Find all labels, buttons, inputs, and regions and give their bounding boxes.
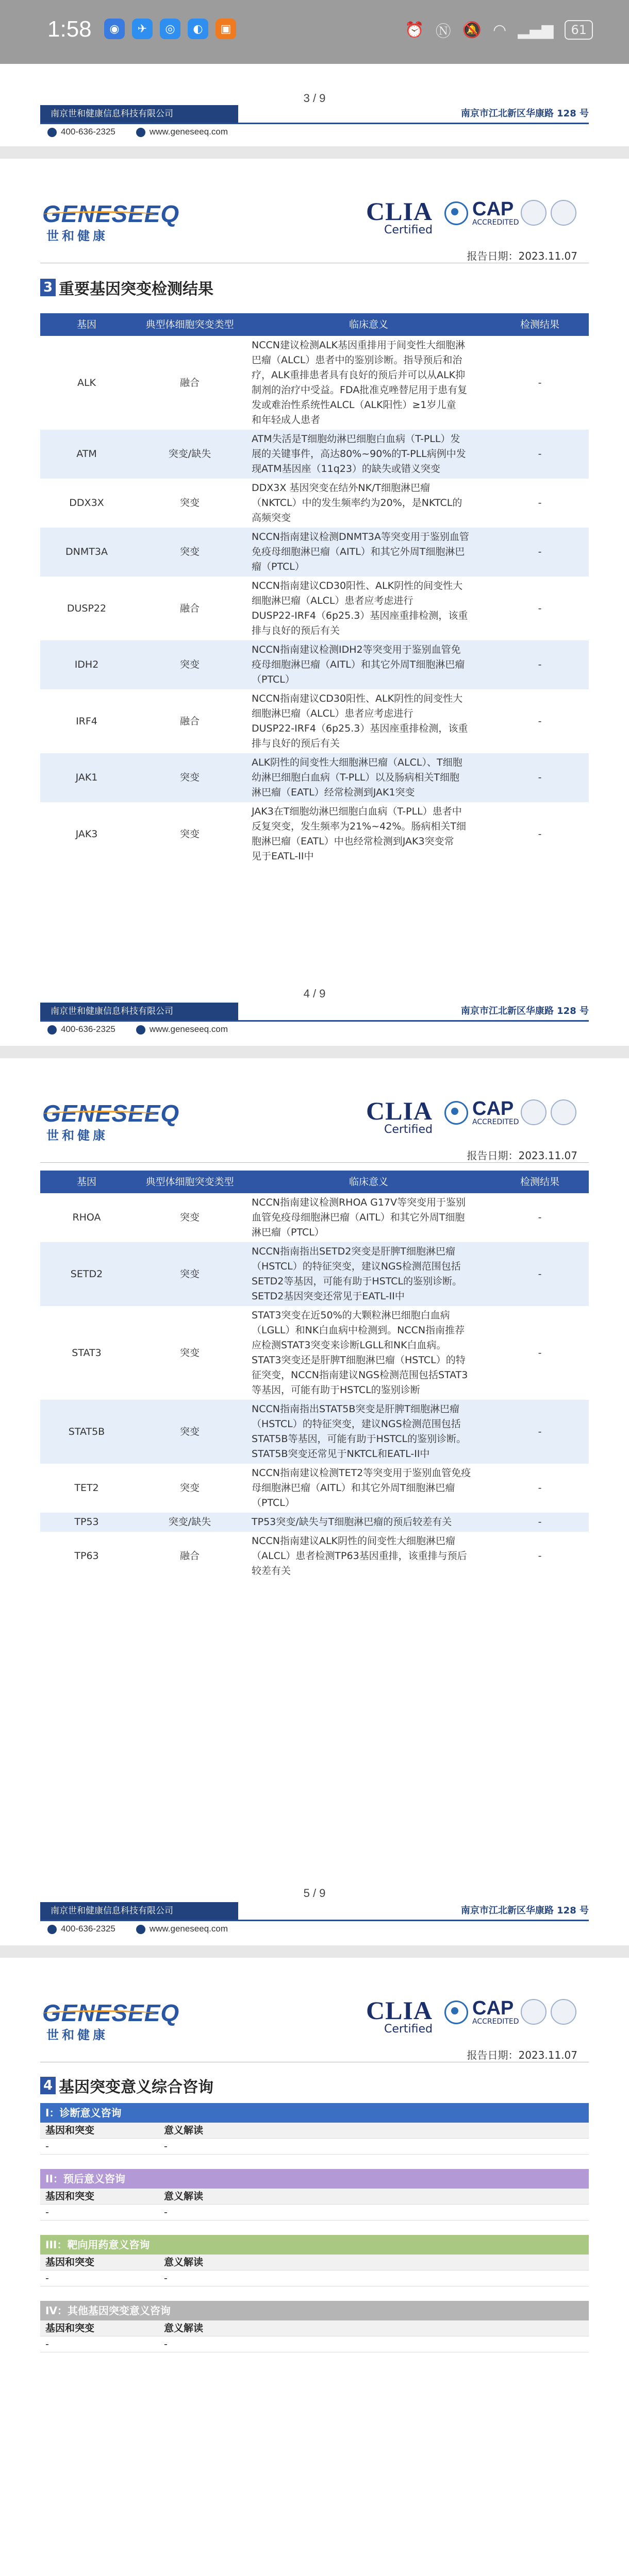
table-header-row	[40, 313, 589, 336]
header-significance: 临床意义	[246, 1171, 491, 1193]
notification-icons	[104, 19, 236, 39]
significance-line: 反复突变，发生频率为21%~42%。肠病相关T细	[252, 821, 466, 832]
report-header	[0, 1089, 629, 1166]
significance-line: 应检测STAT3突变来诊断LGLL和NK白血病。	[252, 1340, 446, 1351]
footer-company: 南京世和健康信息科技有限公司	[40, 1902, 238, 1920]
significance-line: NCCN指南建议检测RHOA G17V等突变用于鉴别	[252, 1197, 466, 1208]
significance-line: 展的关键事件，高达80%~90%的T-PLL病例中发	[252, 448, 466, 460]
result-cell: -	[491, 753, 589, 802]
significance-line: 幼淋巴细胞白血病（T-PLL）以及肠病相关T细胞	[252, 772, 459, 783]
table-row	[40, 430, 589, 479]
geneseeq-logo: GENESEEQ 世和健康	[42, 1999, 180, 2042]
significance-line: （ALCL）患者检测TP63基因重排，该重排与预后	[252, 1550, 467, 1562]
globe-icon	[136, 1025, 145, 1035]
page-3-tail	[0, 64, 629, 146]
significance-line: 和年轻成人患者	[252, 414, 321, 426]
gene-cell: TP63	[40, 1532, 133, 1581]
mutation-type-cell: 融合	[133, 689, 246, 753]
result-cell: -	[491, 430, 589, 479]
table-row	[40, 1400, 589, 1464]
section-3-title: 3 重要基因突变检测结果	[40, 276, 213, 299]
footer-contact	[47, 1924, 228, 1934]
clia-logo: CLIA Certified	[366, 1996, 433, 2036]
cap-logo: CAP ACCREDITED	[444, 200, 519, 227]
clia-logo: CLIA Certified	[366, 197, 433, 236]
significance-line: （HSTCL）的特征突变，建议NGS检测范围包括	[252, 1261, 461, 1272]
significance-line: TP53突变/缺失与T细胞淋巴瘤的预后较差有关	[252, 1516, 452, 1528]
clinical-significance-cell	[246, 1242, 491, 1306]
significance-line: NCCN指南建议检测DNMT3A等突变用于鉴别血管	[252, 531, 469, 543]
mutation-type-cell: 突变	[133, 1193, 246, 1242]
gene-cell: ALK	[40, 336, 133, 430]
cell-value: -	[164, 2207, 168, 2218]
significance-line: 疫母细胞淋巴瘤（AITL）和其它外周T细胞淋巴瘤	[252, 659, 465, 670]
page-5	[0, 1058, 629, 1945]
significance-line: SETD2等基因，可能有助于HSTCL的鉴别诊断。	[252, 1276, 462, 1287]
significance-line: 征突变，NCCN指南建议NGS检测范围包括STAT3	[252, 1369, 468, 1381]
table-row	[40, 1242, 589, 1306]
globe-icon	[136, 1925, 145, 1934]
accreditation-seal-icon	[551, 200, 576, 226]
table-row	[40, 689, 589, 753]
mutation-type-cell: 突变	[133, 1242, 246, 1306]
significance-line: NCCN指南指出STAT5B突变是肝脾T细胞淋巴瘤	[252, 1403, 460, 1415]
table-row	[40, 1306, 589, 1400]
report-header	[0, 190, 629, 267]
accreditation-badges	[521, 200, 576, 226]
gene-cell: RHOA	[40, 1193, 133, 1242]
gene-result-table	[40, 313, 589, 866]
gene-result-table	[40, 1171, 589, 1581]
report-header	[0, 1989, 629, 2066]
significance-line: 母细胞淋巴瘤（AITL）和其它外周T细胞淋巴瘤	[252, 1482, 455, 1494]
significance-line: 高频突变	[252, 512, 291, 523]
column-meaning: 意义解读	[164, 2191, 204, 2202]
cell-value: -	[164, 2338, 168, 2350]
footer-address: 南京市江北新区华康路 128 号	[460, 1905, 589, 1916]
phone-icon	[47, 1025, 57, 1035]
clinical-significance-cell	[246, 1193, 491, 1242]
result-cell: -	[491, 1400, 589, 1464]
significance-line: SETD2基因突变还常见于EATL-II中	[252, 1291, 405, 1302]
cell-value: -	[164, 2273, 168, 2284]
table-row	[40, 1464, 589, 1513]
summary-box-title: IV：其他基因突变意义咨询	[40, 2301, 589, 2320]
footer-company: 南京世和健康信息科技有限公司	[40, 105, 238, 123]
significance-line: STAT3突变在近50%的大颗粒淋巴细胞白血病	[252, 1310, 450, 1321]
table-row	[40, 802, 589, 866]
clinical-significance-cell	[246, 1400, 491, 1464]
result-cell: -	[491, 1306, 589, 1400]
app-notification-icon: ✈	[132, 19, 153, 39]
column-gene: 基因和突变	[45, 2323, 95, 2334]
table-row	[40, 1532, 589, 1581]
significance-line: ALK阴性的间变性大细胞淋巴瘤（ALCL）、T细胞	[252, 757, 462, 768]
significance-line: （PTCL）	[252, 1497, 295, 1509]
clinical-significance-cell	[246, 336, 491, 430]
header-significance: 临床意义	[246, 313, 491, 336]
significance-line: STAT3突变还是肝脾T细胞淋巴瘤（HSTCL）的特	[252, 1354, 466, 1366]
cell-value: -	[45, 2141, 49, 2152]
result-cell: -	[491, 1513, 589, 1532]
table-row	[40, 753, 589, 802]
accreditation-badges	[521, 1999, 576, 2025]
significance-line: NCCN指南建议CD30阳性、ALK阴性的间变性大	[252, 580, 463, 591]
page-number: 5 / 9	[303, 1887, 326, 1900]
significance-line: 免疫母细胞淋巴瘤（AITL）和其它外周T细胞淋巴	[252, 546, 465, 557]
gene-cell: STAT3	[40, 1306, 133, 1400]
cell-value: -	[45, 2338, 49, 2350]
significance-line: 排与良好的预后有关	[252, 738, 340, 749]
footer-contact	[47, 127, 228, 137]
significance-line: （PTCL）	[252, 674, 295, 685]
accreditation-seal-icon	[551, 1999, 576, 2025]
significance-line: 巴瘤（ALCL）患者中的鉴别诊断。指导预后和治	[252, 354, 462, 366]
column-meaning: 意义解读	[164, 2125, 204, 2136]
mutation-type-cell: 突变	[133, 528, 246, 577]
significance-line: NCCN指南建议CD30阳性、ALK阴性的间变性大	[252, 693, 463, 704]
significance-line: 细胞淋巴瘤（ALCL）患者应考虑进行	[252, 595, 413, 606]
mutation-type-cell: 融合	[133, 336, 246, 430]
footer-phone: 400-636-2325	[61, 1924, 115, 1934]
clinical-significance-cell	[246, 528, 491, 577]
header-type: 典型体细胞突变类型	[133, 313, 246, 336]
clinical-significance-cell	[246, 1306, 491, 1400]
wifi-icon: ◠	[493, 21, 507, 39]
clinical-significance-cell	[246, 577, 491, 640]
significance-line: 淋巴瘤（PTCL）	[252, 1227, 324, 1238]
table-row	[40, 577, 589, 640]
result-cell: -	[491, 577, 589, 640]
header-result: 检测结果	[491, 313, 589, 336]
alarm-icon: ⏰	[405, 21, 424, 39]
significance-line: NCCN指南建议检测TET2等突变用于鉴别血管免疫	[252, 1467, 471, 1479]
battery-icon: 61	[565, 20, 593, 40]
summary-box-prognosis	[40, 2169, 589, 2221]
accreditation-seal-icon	[521, 1099, 547, 1125]
accreditation-badges	[521, 1099, 576, 1125]
significance-line: 淋巴瘤（EATL）经常检测到JAK1突变	[252, 787, 415, 798]
summary-box-targeted-therapy	[40, 2235, 589, 2286]
mutation-type-cell: 突变	[133, 753, 246, 802]
table-header-row	[40, 1171, 589, 1193]
gene-cell: SETD2	[40, 1242, 133, 1306]
status-time: 1:58	[47, 16, 92, 42]
page-footer	[0, 1003, 629, 1039]
mutation-type-cell: 突变	[133, 1306, 246, 1400]
accreditation-seal-icon	[551, 1099, 576, 1125]
footer-contact	[47, 1024, 228, 1035]
gene-cell: JAK1	[40, 753, 133, 802]
mutation-type-cell: 突变/缺失	[133, 430, 246, 479]
footer-website[interactable]: www.geneseeq.com	[149, 1924, 228, 1934]
footer-website[interactable]: www.geneseeq.com	[149, 1024, 228, 1034]
significance-line: 细胞淋巴瘤（ALCL）患者应考虑进行	[252, 708, 413, 719]
significance-line: （HSTCL）的特征突变，建议NGS检测范围包括	[252, 1418, 461, 1430]
summary-box-other	[40, 2301, 589, 2352]
cell-value: -	[45, 2207, 49, 2218]
column-meaning: 意义解读	[164, 2323, 204, 2334]
app-notification-icon: ▣	[216, 19, 236, 39]
system-icons	[405, 19, 593, 41]
accreditation-seal-icon	[521, 200, 547, 226]
app-notification-icon: ◐	[188, 19, 208, 39]
clinical-significance-cell	[246, 1532, 491, 1581]
footer-address: 南京市江北新区华康路 128 号	[460, 108, 589, 119]
mutation-type-cell: 融合	[133, 577, 246, 640]
result-cell: -	[491, 1193, 589, 1242]
significance-line: 排与良好的预后有关	[252, 625, 340, 636]
significance-line: NCCN指南建议ALK阴性的间变性大细胞淋巴瘤	[252, 1535, 456, 1547]
result-cell: -	[491, 640, 589, 689]
footer-company: 南京世和健康信息科技有限公司	[40, 1003, 238, 1020]
table-row	[40, 528, 589, 577]
significance-line: （NKTCL）中的发生频率约为20%，是NKTCL的	[252, 497, 462, 509]
result-cell: -	[491, 1532, 589, 1581]
section-4-title: 4 基因突变意义综合咨询	[40, 2074, 213, 2097]
page-footer	[0, 105, 629, 141]
clinical-significance-cell	[246, 1513, 491, 1532]
cell-value: -	[164, 2141, 168, 2152]
result-cell: -	[491, 1464, 589, 1513]
mutation-type-cell: 突变/缺失	[133, 1513, 246, 1532]
summary-box-title: III：靶向用药意义咨询	[40, 2235, 589, 2255]
summary-box-title: I：诊断意义咨询	[40, 2103, 589, 2123]
significance-line: DDX3X 基因突变在结外NK/T细胞淋巴瘤	[252, 482, 431, 494]
result-cell: -	[491, 689, 589, 753]
gene-cell: DUSP22	[40, 577, 133, 640]
mutation-type-cell: 融合	[133, 1532, 246, 1581]
significance-line: 较差有关	[252, 1565, 291, 1577]
page-number: 4 / 9	[303, 987, 326, 1000]
gene-cell: DDX3X	[40, 479, 133, 528]
table-row	[40, 336, 589, 430]
significance-line: （LGLL）和NK白血病中检测到。NCCN指南推荐	[252, 1325, 465, 1336]
page-number: 3 / 9	[303, 92, 326, 105]
significance-line: DUSP22-IRF4（6p25.3）基因座重排检测，该重	[252, 723, 468, 734]
significance-line: JAK3在T细胞幼淋巴细胞白血病（T-PLL）患者中	[252, 806, 462, 817]
clia-logo: CLIA Certified	[366, 1096, 433, 1136]
header-result: 检测结果	[491, 1171, 589, 1193]
footer-website[interactable]: www.geneseeq.com	[149, 127, 228, 137]
significance-line: STAT5B等基因，可能有助于HSTCL的鉴别诊断。	[252, 1433, 467, 1445]
nfc-icon: Ⓝ	[435, 23, 451, 41]
cell-value: -	[45, 2273, 49, 2284]
page-4	[0, 159, 629, 1046]
significance-line: 疗，ALK重排患者具有良好的预后并可以从ALK抑	[252, 369, 466, 381]
app-notification-icon: ◎	[160, 19, 180, 39]
table-row	[40, 640, 589, 689]
summary-box-diagnosis	[40, 2103, 589, 2155]
summary-box-title: II：预后意义咨询	[40, 2169, 589, 2189]
significance-line: 瘤（PTCL）	[252, 561, 305, 572]
globe-icon	[136, 128, 145, 137]
signal-icon: ▂▄▆	[518, 21, 554, 39]
table-row	[40, 1513, 589, 1532]
app-notification-icon: ◉	[104, 19, 125, 39]
mutation-type-cell: 突变	[133, 802, 246, 866]
mutation-type-cell: 突变	[133, 1400, 246, 1464]
gene-cell: TP53	[40, 1513, 133, 1532]
gene-cell: DNMT3A	[40, 528, 133, 577]
column-gene: 基因和突变	[45, 2125, 95, 2136]
footer-phone: 400-636-2325	[61, 1024, 115, 1034]
significance-line: NCCN指南指出SETD2突变是肝脾T细胞淋巴瘤	[252, 1246, 455, 1257]
gene-cell: IDH2	[40, 640, 133, 689]
page-footer	[0, 1902, 629, 1938]
gene-cell: JAK3	[40, 802, 133, 866]
status-bar	[0, 0, 629, 64]
gene-cell: STAT5B	[40, 1400, 133, 1464]
clinical-significance-cell	[246, 802, 491, 866]
significance-line: NCCN建议检测ALK基因重排用于间变性大细胞淋	[252, 340, 466, 351]
geneseeq-logo: GENESEEQ 世和健康	[42, 200, 180, 243]
report-date: 报告日期：2023.11.07	[467, 2049, 577, 2061]
result-cell: -	[491, 336, 589, 430]
significance-line: STAT5B突变还常见于NKTCL和EATL-II中	[252, 1448, 430, 1460]
clinical-significance-cell	[246, 479, 491, 528]
significance-line: 制剂的治疗中受益。FDA批准克唑替尼用于患有复	[252, 384, 468, 396]
clinical-significance-cell	[246, 689, 491, 753]
significance-line: 现ATM基因座（11q23）的缺失或错义突变	[252, 463, 440, 474]
table-row	[40, 479, 589, 528]
column-meaning: 意义解读	[164, 2257, 204, 2268]
result-cell: -	[491, 802, 589, 866]
gene-cell: TET2	[40, 1464, 133, 1513]
result-cell: -	[491, 1242, 589, 1306]
significance-line: 见于EATL-II中	[252, 851, 314, 862]
phone-icon	[47, 1925, 57, 1934]
gene-cell: ATM	[40, 430, 133, 479]
footer-address: 南京市江北新区华康路 128 号	[460, 1006, 589, 1016]
cap-logo: CAP ACCREDITED	[444, 1999, 519, 2026]
mutation-type-cell: 突变	[133, 640, 246, 689]
column-gene: 基因和突变	[45, 2257, 95, 2268]
significance-line: 等基因，可能有助于HSTCL的鉴别诊断	[252, 1384, 420, 1396]
phone-icon	[47, 128, 57, 137]
accreditation-seal-icon	[521, 1999, 547, 2025]
header-gene: 基因	[40, 313, 133, 336]
clinical-significance-cell	[246, 1464, 491, 1513]
table-row	[40, 1193, 589, 1242]
report-date: 报告日期：2023.11.07	[467, 1149, 577, 1162]
report-date: 报告日期：2023.11.07	[467, 250, 577, 262]
significance-line: ATM失活是T细胞幼淋巴细胞白血病（T-PLL）发	[252, 433, 460, 445]
gene-cell: IRF4	[40, 689, 133, 753]
header-type: 典型体细胞突变类型	[133, 1171, 246, 1193]
column-gene: 基因和突变	[45, 2191, 95, 2202]
cap-logo: CAP ACCREDITED	[444, 1099, 519, 1126]
mutation-type-cell: 突变	[133, 1464, 246, 1513]
geneseeq-logo: GENESEEQ 世和健康	[42, 1100, 180, 1143]
mute-icon: 🔕	[462, 21, 482, 39]
header-gene: 基因	[40, 1171, 133, 1193]
clinical-significance-cell	[246, 430, 491, 479]
result-cell: -	[491, 479, 589, 528]
significance-line: NCCN指南建议检测IDH2等突变用于鉴别血管免	[252, 644, 461, 655]
significance-line: 胞淋巴瘤（EATL）中也经常检测到JAK3突变常	[252, 836, 454, 847]
page-6	[0, 1958, 629, 2576]
clinical-significance-cell	[246, 753, 491, 802]
clinical-significance-cell	[246, 640, 491, 689]
significance-line: DUSP22-IRF4（6p25.3）基因座重排检测，该重	[252, 610, 468, 621]
footer-phone: 400-636-2325	[61, 127, 115, 137]
result-cell: -	[491, 528, 589, 577]
mutation-type-cell: 突变	[133, 479, 246, 528]
significance-line: 发或难治性系统性ALCL（ALK阳性）≥1岁儿童	[252, 399, 456, 411]
significance-line: 血管免疫母细胞淋巴瘤（AITL）和其它外周T细胞	[252, 1212, 465, 1223]
